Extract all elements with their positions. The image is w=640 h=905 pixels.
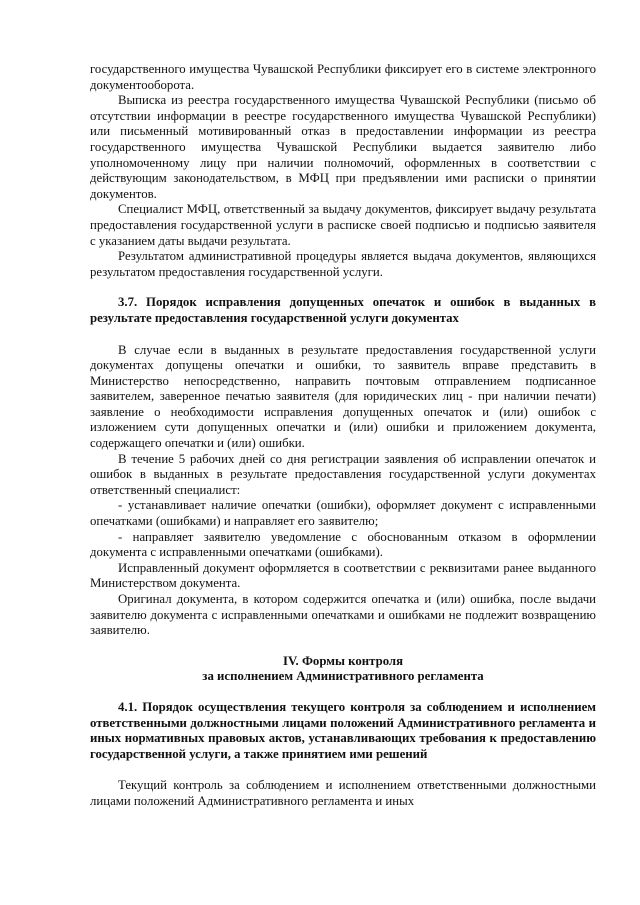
paragraph: Выписка из реестра государственного имущества Чувашской Республики (письмо об отсутствии информации в реестре государственного имущества Чувашской Республики) или письменный мотивированный отказ в предоставлении информации из реестра государственного имущества Чувашской Республики выдается заявителю либо уполномоченному лицу при наличии полномочий, оформленных в соответствии с действующим законодательством, в МФЦ при предъявлении ими расписки о принятии документов. [90,93,596,201]
paragraph: В случае если в выданных в результате предоставления государственной услуги документах допущены опечатки и ошибки, то заявитель вправе представить в Министерство непосредственно, направить почтовым отправлением подписанное заявителем, заверенное печатью заявителя (для юридических лиц - при наличии печати) заявление о необходимости исправления допущенных опечаток и (или) ошибок с изложением сути допущенных опечатки и (или) ошибки и приложением документа, содержащего опечатки и (или) ошибки. [90,342,596,451]
paragraph: Текущий контроль за соблюдением и исполнением ответственными должностными лицами положений Административного регламента и иных [90,778,596,808]
document-page [90,62,596,810]
chapter-title: IV. Формы контроля [282,653,404,668]
paragraph: Оригинал документа, в котором содержится опечатка и (или) ошибка, после выдачи заявителю документа с исправленными опечатками и ошибками не подлежит возвращению заявителю. [90,592,596,638]
section-heading-3-7: 3.7. Порядок исправления допущенных опечаток и ошибок в выданных в результате предоставления государственной услуги документах [90,295,596,325]
paragraph: Результатом административной процедуры является выдача документов, являющихся результатом предоставления государственной услуги. [90,249,596,279]
paragraph: государственного имущества Чувашской Республики фиксирует его в системе электронного документооборота. [90,62,596,92]
paragraph: Специалист МФЦ, ответственный за выдачу документов, фиксирует выдачу результата предоставления государственной услуги в расписке своей подписью и подписью заявителя с указанием даты выдачи результата. [90,202,596,248]
section-heading-4-1: 4.1. Порядок осуществления текущего контроля за соблюдением и исполнением ответственными должностными лицами положений Административного регламента и иных нормативных правовых актов, устанавливающих требования к предоставлению государственной услуги, а также принятием ими решений [90,699,596,761]
list-item: - устанавливает наличие опечатки (ошибки), оформляет документ с исправленными опечатками (ошибками) и направляет его заявителю; [90,498,596,529]
chapter-subtitle: за исполнением Административного регламента [202,669,484,684]
paragraph: Исправленный документ оформляется в соответствии с реквизитами ранее выданного Министерством документа. [90,560,596,591]
list-item: - направляет заявителю уведомление с обоснованным отказом в оформлении документа с исправленными опечатками (ошибками). [90,529,596,560]
paragraph: В течение 5 рабочих дней со дня регистрации заявления об исправлении опечаток и ошибок в выданных в результате предоставления государственной услуги документах ответственный специалист: [90,451,596,497]
